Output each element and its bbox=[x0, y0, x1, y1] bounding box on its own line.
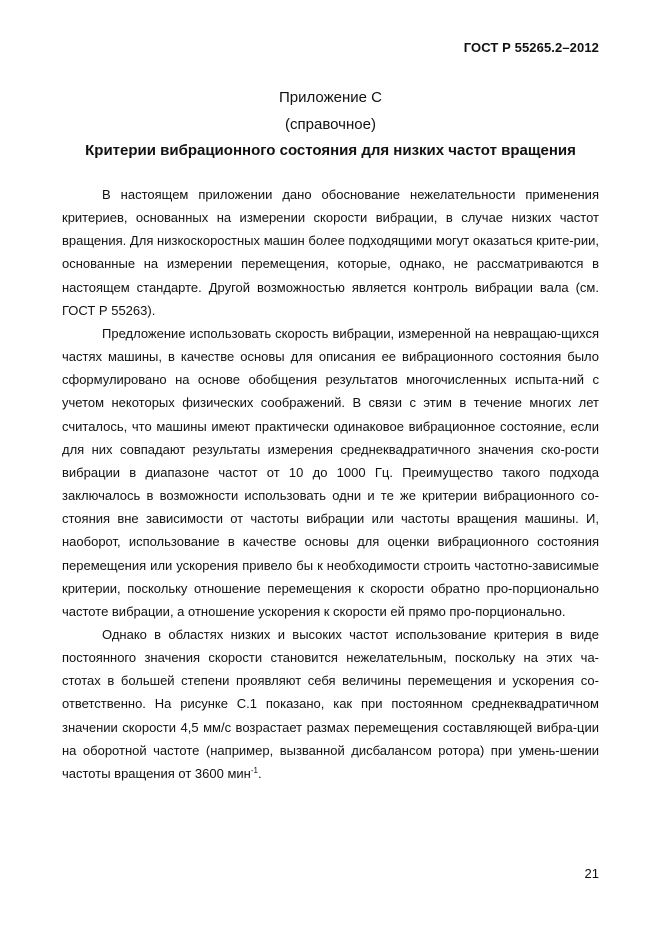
appendix-status: (справочное) bbox=[285, 116, 376, 133]
paragraph-3 bbox=[62, 623, 599, 785]
paragraph-1: В настоящем приложении дано обоснование нежелательности применения критериев, основанных на измерении скорости вибрации, в случае низких частот вращения. Для низкоскоростных машин более подходящими могут оказаться крите-рии, основанные на измерении перемещения, которые, однако, не рассматриваются в настоящем стандарте. Другой возможностью является контроль вибрации вала (см. ГОСТ Р 55263). bbox=[62, 187, 599, 318]
paragraph-3-text: Однако в областях низких и высоких частот использование критерия в виде постоянного значения скорости становится нежелательным, поскольку на этих ча-стотах в большей степени проявляют себя величины перемещения и ускорения со-ответственно. На рисунке С.1 показано, как при постоянном среднеквадратичном значении скорости 4,5 мм/с возрастает размах перемещения составляющей вибра-ции на оборотной частоте (например, вызванной дисбалансом ротора) при умень-шении частоты вращения от 3600 мин bbox=[62, 626, 599, 781]
page-number: 21 bbox=[584, 866, 599, 881]
unit-superscript: -1 bbox=[250, 765, 258, 775]
paragraph-2: Предложение использовать скорость вибрации, измеренной на невращаю-щихся частях машины, в качестве основы для описания ее вибрационного состояния было сформулировано на основе обобщения результатов многочисленных испыта-ний с учетом некоторых физических соображений. В связи с этим в течение многих лет считалось, что машины имеют практически одинаковое вибрационное состояние, если для них совпадают результаты измерения среднеквадратичного значения ско-рости вибрации в диапазоне частот от 10 до 1000 Гц. Преимущество такого подхода заключалось в возможности использовать одни и те же критерии вибрационного со-стояния вне зависимости от частоты вибрации или частоты вращения машины. И, наоборот, использование в качестве основы для оценки вибрационного состояния перемещения или ускорения привело бы к необходимости строить частотно-зависимые критерии, поскольку отношение перемещения к скорости обратно про-порционально частоте вибрации, а отношение ускорения к скорости ей прямо про-порционально. bbox=[62, 325, 599, 619]
paragraph-3-end: . bbox=[257, 765, 262, 781]
appendix-title: Критерии вибрационного состояния для низких частот вращения bbox=[85, 142, 576, 159]
body-text bbox=[62, 183, 599, 785]
standard-designation: ГОСТ Р 55265.2–2012 bbox=[463, 40, 599, 55]
appendix-label: Приложение С bbox=[279, 89, 382, 106]
